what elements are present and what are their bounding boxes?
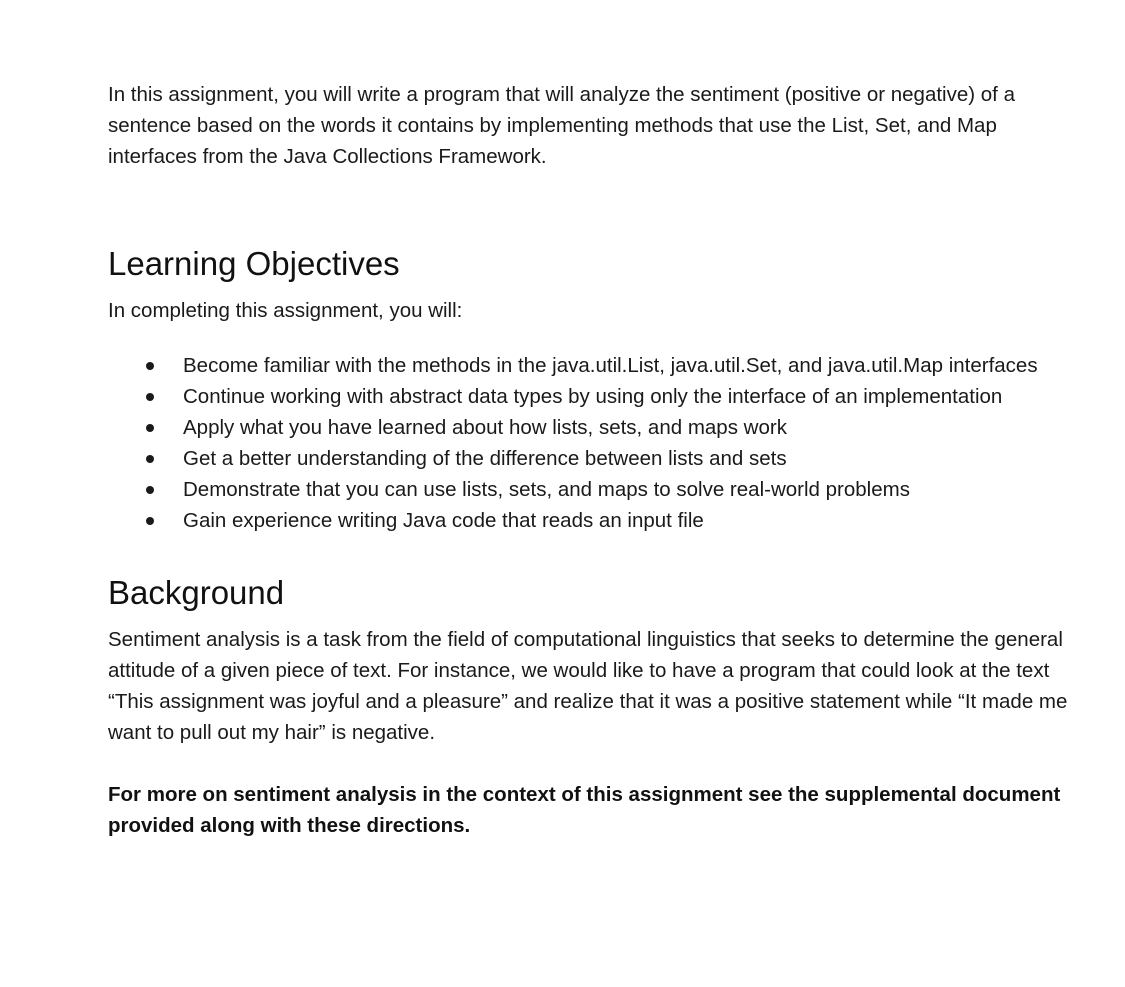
bullet-icon <box>146 517 154 525</box>
list-item-text: Apply what you have learned about how lists, sets, and maps work <box>183 416 787 439</box>
list-item <box>108 381 1083 412</box>
learning-objectives-heading: Learning Objectives <box>108 245 400 282</box>
background-heading: Background <box>108 574 285 611</box>
list-item <box>108 350 1083 381</box>
list-item-text: Gain experience writing Java code that reads an input file <box>183 509 704 532</box>
list-item <box>108 412 1083 443</box>
list-item <box>108 505 1083 536</box>
list-item-text: Get a better understanding of the difference between lists and sets <box>183 447 787 470</box>
list-item <box>108 474 1083 505</box>
supplemental-note: For more on sentiment analysis in the context of this assignment see the supplemental document provided along with these directions. <box>108 783 1061 837</box>
document-page <box>108 79 1083 841</box>
list-item-text: Demonstrate that you can use lists, sets, and maps to solve real-world problems <box>183 478 910 501</box>
bullet-icon <box>146 486 154 494</box>
background-paragraph: Sentiment analysis is a task from the field of computational linguistics that seeks to determine the general attitude of a given piece of text. For instance, we would like to have a program that could look at the text “This assignment was joyful and a pleasure” and realize that it was a positive statement while “It made me want to pull out my hair” is negative. <box>108 628 1068 744</box>
list-item-text: Continue working with abstract data types by using only the interface of an implementation <box>183 385 1003 408</box>
list-item <box>108 443 1083 474</box>
bullet-icon <box>146 424 154 432</box>
intro-paragraph: In this assignment, you will write a program that will analyze the sentiment (positive or negative) of a sentence based on the words it contains by implementing methods that use the List, Set, and Map interfaces from the Java Collections Framework. <box>108 83 1015 168</box>
bullet-icon <box>146 393 154 401</box>
bullet-icon <box>146 455 154 463</box>
bullet-icon <box>146 362 154 370</box>
objectives-list <box>108 350 1083 536</box>
list-item-text: Become familiar with the methods in the java.util.List, java.util.Set, and java.util.Map interfaces <box>183 354 1038 377</box>
objectives-lead: In completing this assignment, you will: <box>108 299 463 322</box>
